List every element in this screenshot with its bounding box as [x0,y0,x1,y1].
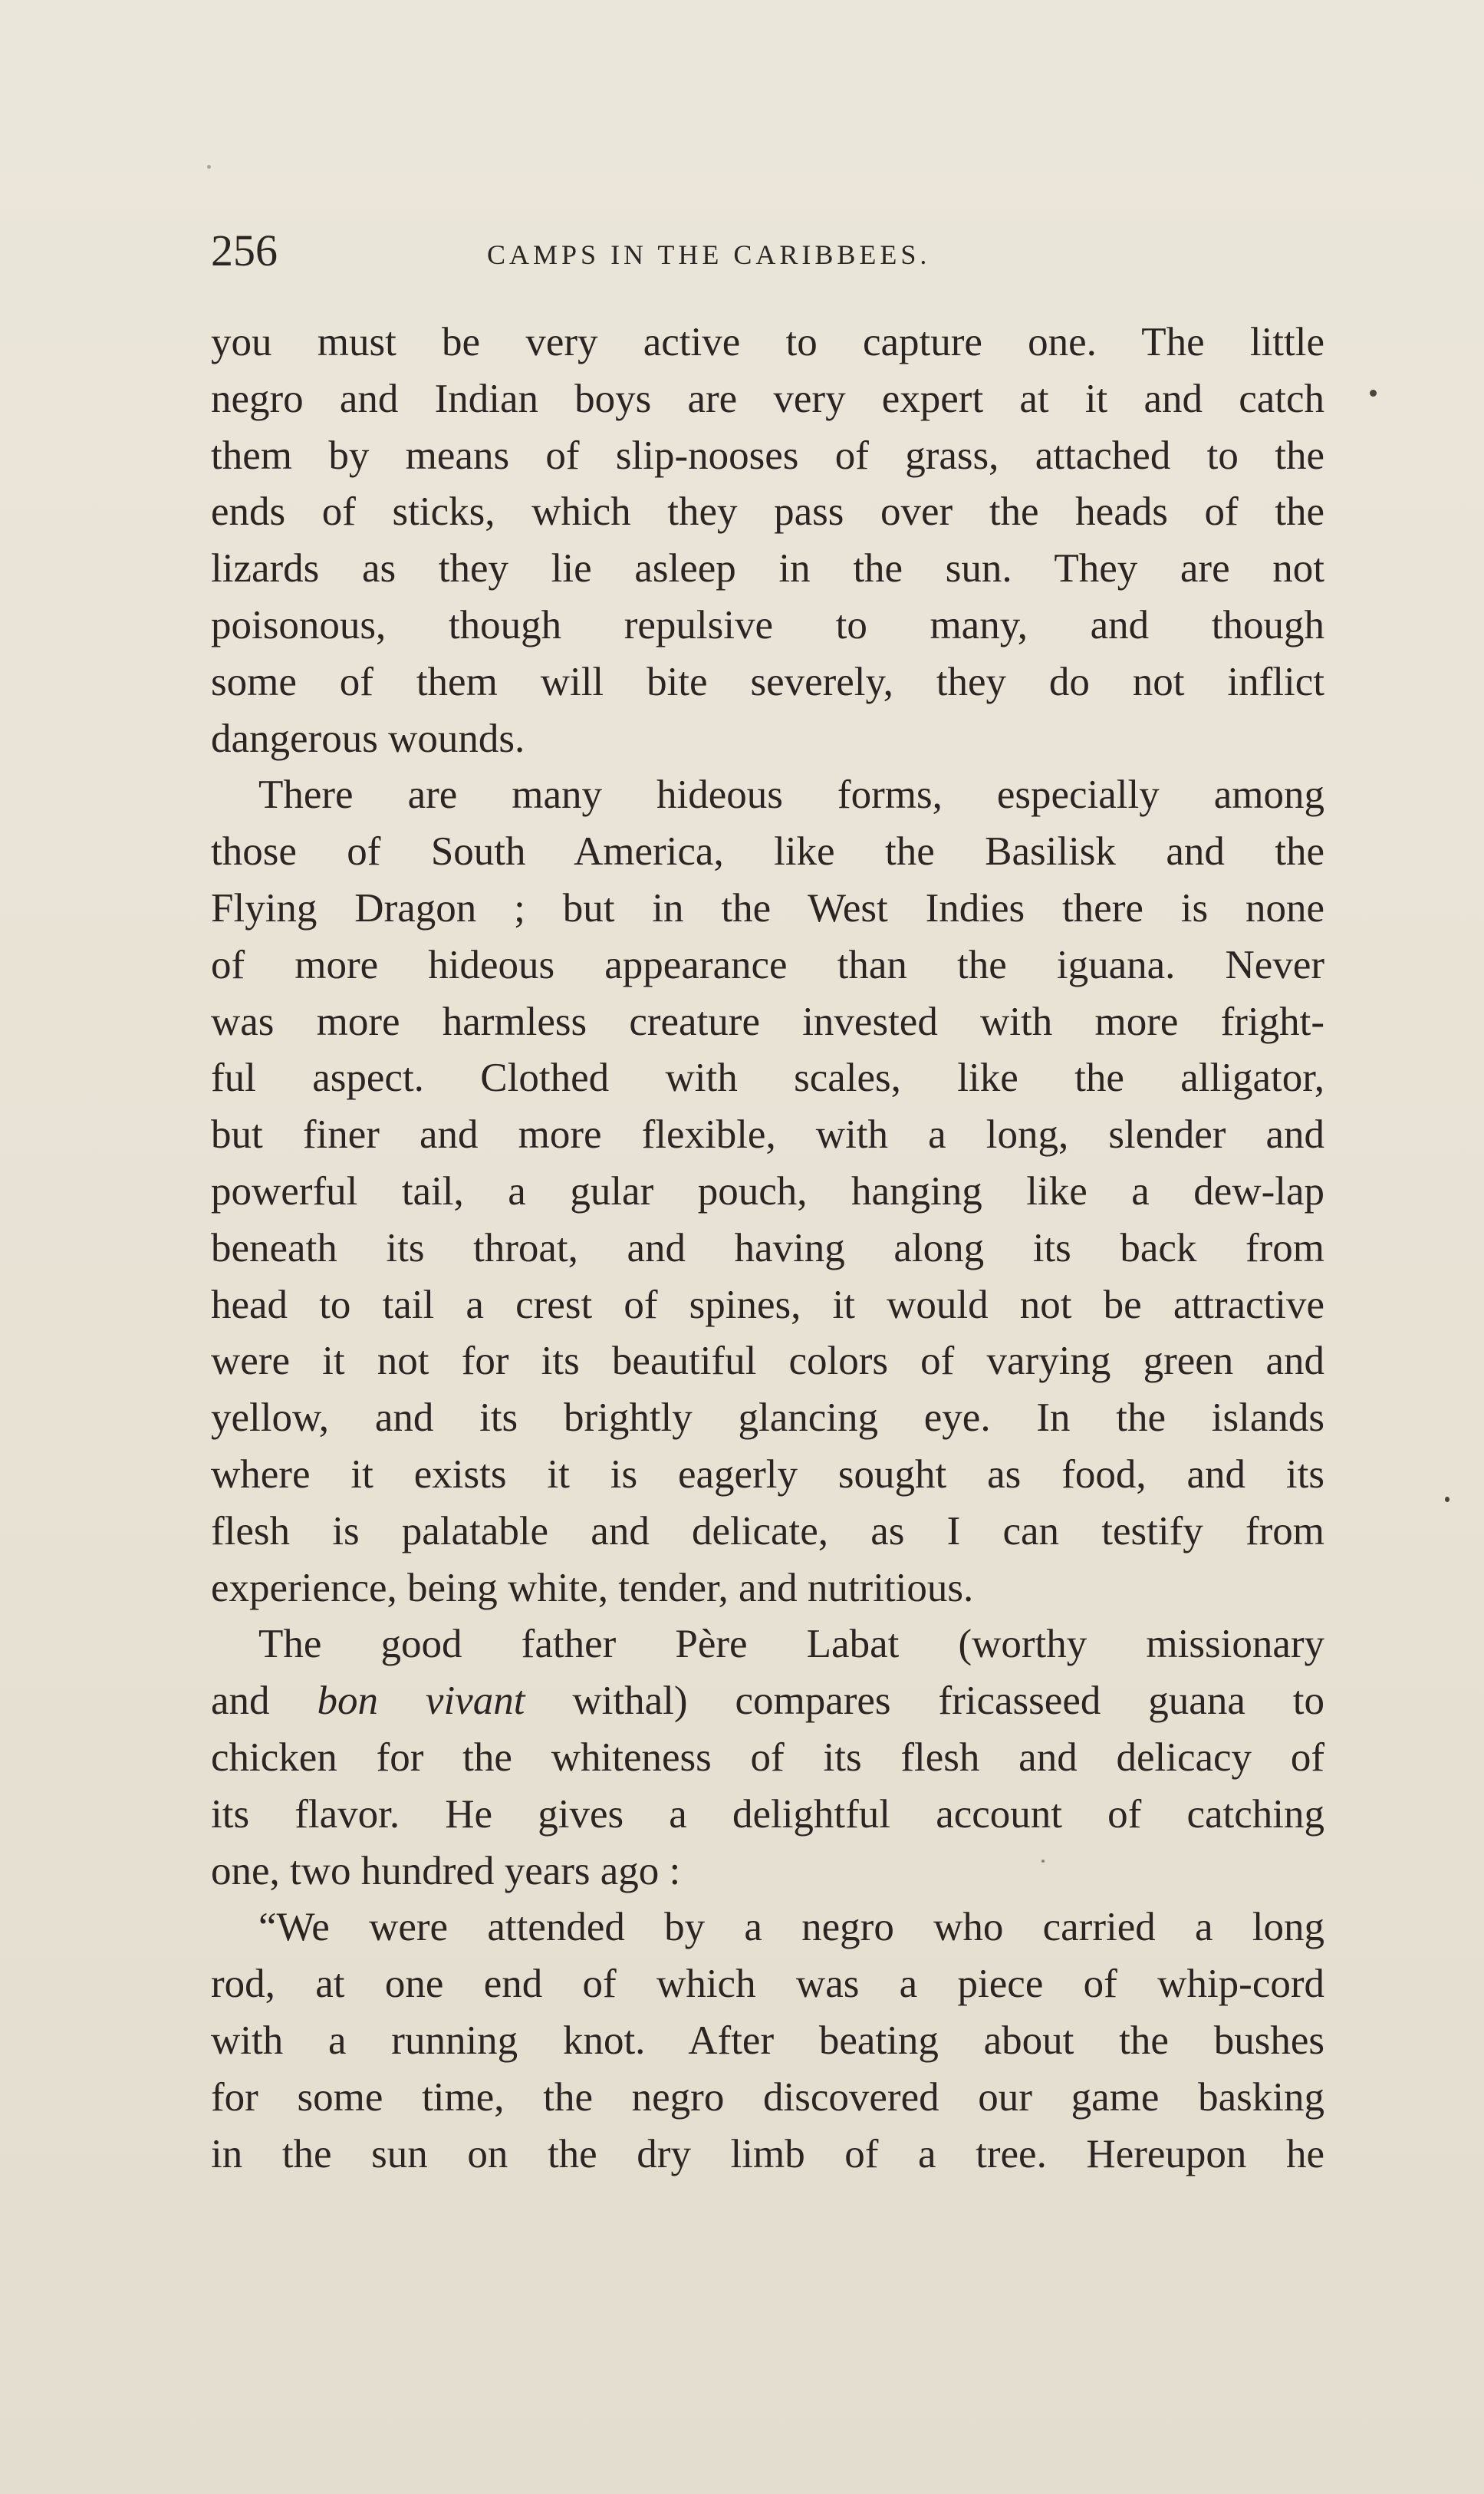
text-line: ful aspect. Clothed with scales, like the alligator, [211,1056,1324,1101]
text-line: Flying Dragon ; but in the West Indies there is none [211,885,1324,931]
text-line: of more hideous appearance than the iguana. Never [211,942,1324,987]
text-line: The good father Père Labat (worthy missionary [258,1622,1324,1667]
text-line: “We were attended by a negro who carried a long [258,1905,1324,1950]
body-text [211,315,1324,2183]
text-line: negro and Indian boys are very expert at it and catch [211,376,1324,421]
italic-phrase: bon vivant [317,1679,525,1724]
text-line: those of South America, like the Basilisk and the [211,829,1324,875]
ink-speck [1370,390,1377,397]
ink-speck [1445,1497,1449,1502]
text-line: dangerous wounds. [211,716,525,761]
text-line: in the sun on the dry limb of a tree. Hereupon he [211,2131,1324,2176]
text-line: poisonous, though repulsive to many, and though [211,602,1324,647]
text-line: rod, at one end of which was a piece of whip-cord [211,1962,1324,2007]
text-line: There are many hideous forms, especially among [258,773,1324,818]
text-line: where it exists it is eagerly sought as food, and its [211,1451,1324,1497]
text-line: you must be very active to capture one. The little [211,320,1324,364]
ink-speck [1041,1860,1045,1863]
text-line: them by means of slip-nooses of grass, attached to the [211,433,1324,478]
ink-speck [207,165,211,169]
text-line: but finer and more flexible, with a long, slender and [211,1112,1324,1158]
text-line: experience, being white, tender, and nutritious. [211,1565,974,1610]
text-line: with a running knot. After beating about the bushes [211,2018,1324,2063]
text-line: head to tail a crest of spines, it would not be attractive [211,1282,1324,1327]
text-line: were it not for its beautiful colors of varying green and [211,1339,1324,1384]
text-line: lizards as they lie asleep in the sun. They are not [211,546,1324,591]
text-line: powerful tail, a gular pouch, hanging like a dew-lap [211,1168,1324,1214]
text-line: its flavor. He gives a delightful account of catching [211,1791,1324,1837]
text-line: some of them will bite severely, they do not inflict [211,659,1324,704]
page-number: 256 [211,226,278,275]
text-line: one, two hundred years ago : [211,1848,681,1893]
text-run: withal) compares fricasseed guana to [572,1679,1325,1724]
running-head [211,224,1331,278]
text-line-with-italic [211,1673,1324,1730]
running-title: CAMPS IN THE CARIBBEES. [487,239,931,270]
text-line: was more harmless creature invested with more fright- [211,999,1324,1044]
text-line: beneath its throat, and having along its back from [211,1225,1324,1270]
text-run: and [211,1679,270,1724]
text-line: yellow, and its brightly glancing eye. In the islands [211,1395,1324,1441]
text-line: ends of sticks, which they pass over the heads of the [211,489,1324,535]
text-line: flesh is palatable and delicate, as I can testify from [211,1508,1324,1553]
text-line: for some time, the negro discovered our game basking [211,2074,1324,2120]
text-line: chicken for the whiteness of its flesh and delicacy of [211,1735,1324,1780]
